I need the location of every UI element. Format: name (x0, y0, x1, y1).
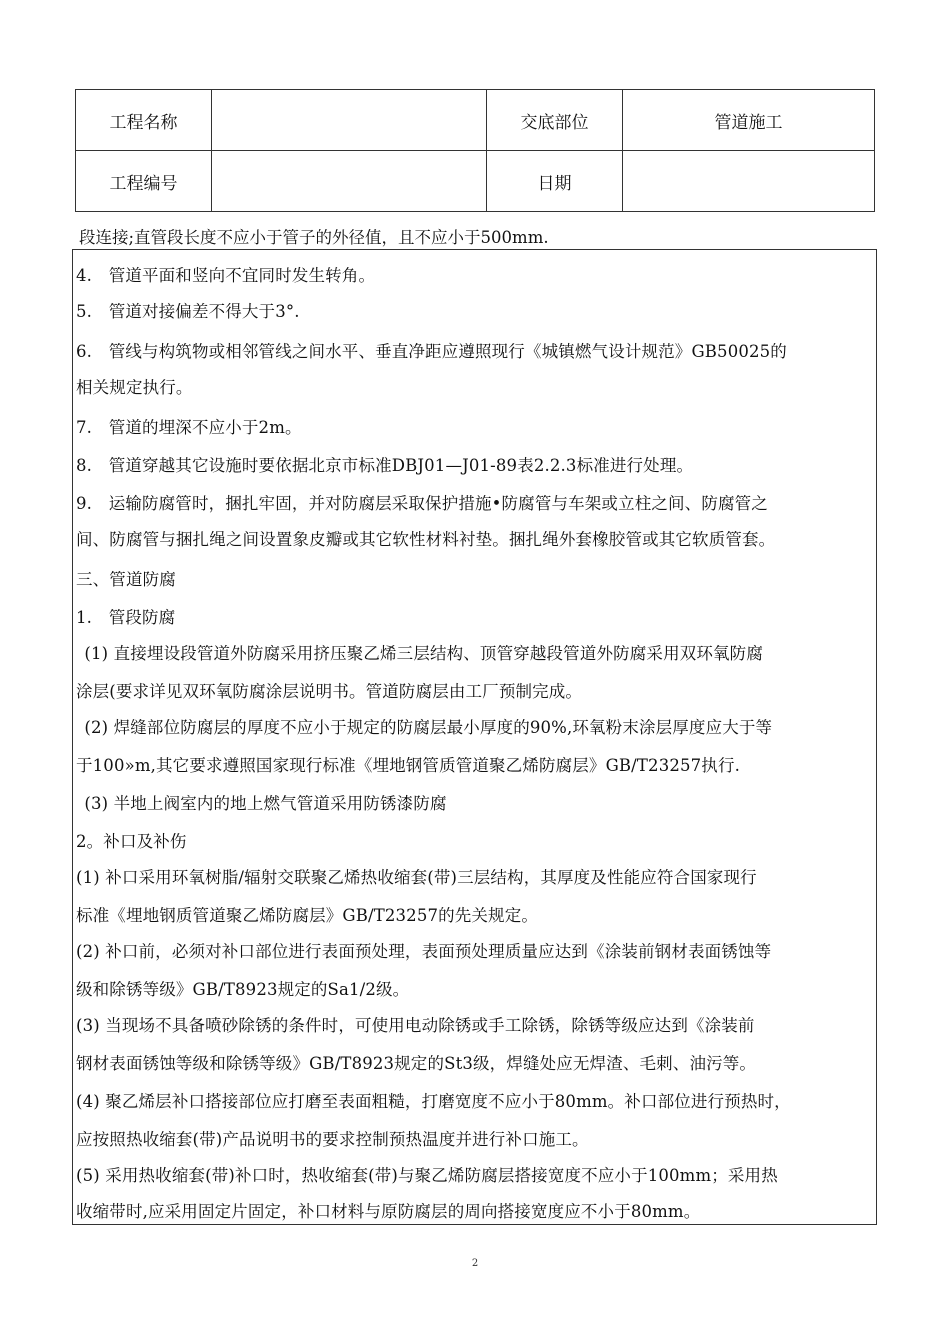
text-line: 间、防腐管与捆扎绳之间设置象皮瓣或其它软性材料衬垫。捆扎绳外套橡胶管或其它软质管套。 (76, 530, 776, 549)
text-line: (2) 补口前，必须对补口部位进行表面预处理，表面预处理质量应达到《涂装前钢材表面锈蚀等 (76, 942, 772, 961)
text-line: 9. 运输防腐管时，捆扎牢固，并对防腐层采取保护措施•防腐管与车架或立柱之间、防腐管之 (76, 494, 768, 513)
text-line: 相关规定执行。 (76, 378, 193, 397)
project-name-label: 工程名称 (76, 90, 212, 151)
text-line: (3) 当现场不具备喷砂除锈的条件时，可使用电动除锈或手工除锈，除锈等级应达到《涂装前 (76, 1016, 755, 1035)
text-line: 2。补口及补伤 (76, 832, 187, 851)
text-line: (3) 半地上阀室内的地上燃气管道采用防锈漆防腐 (76, 794, 447, 813)
date-value (623, 151, 875, 212)
text-line: (1) 直接埋设段管道外防腐采用挤压聚乙烯三层结构、顶管穿越段管道外防腐采用双环氧防腐 (76, 644, 763, 663)
project-no-label: 工程编号 (76, 151, 212, 212)
disclosure-value: 管道施工 (623, 90, 875, 151)
page-number: 2 (471, 1258, 479, 1269)
text-line: (2) 焊缝部位防腐层的厚度不应小于规定的防腐层最小厚度的90%,环氧粉末涂层厚度应大于等 (76, 718, 773, 737)
text-line: 1. 管段防腐 (76, 608, 176, 627)
date-label: 日期 (487, 151, 623, 212)
text-line: (5) 采用热收缩套(带)补口时，热收缩套(带)与聚乙烯防腐层搭接宽度不应小于100mm；采用热 (76, 1166, 778, 1185)
text-line: 于100»m,其它要求遵照国家现行标准《埋地钢管质管道聚乙烯防腐层》GB/T23257执行. (76, 756, 740, 775)
disclosure-label: 交底部位 (487, 90, 623, 151)
text-line: 4. 管道平面和竖向不宜同时发生转角。 (76, 266, 376, 285)
content-box (72, 249, 877, 1225)
text-line: 6. 管线与构筑物或相邻管线之间水平、垂直净距应遵照现行《城镇燃气设计规范》GB50025的 (76, 342, 787, 361)
header-row-2 (76, 151, 875, 212)
text-line: 8. 管道穿越其它设施时要依据北京市标准DBJ01—J01-89表2.2.3标准进行处理。 (76, 456, 694, 475)
project-name-value (212, 90, 487, 151)
text-line: 钢材表面锈蚀等级和除锈等级》GB/T8923规定的St3级，焊缝处应无焊渣、毛刺、油污等。 (76, 1054, 757, 1073)
section-heading: 三、管道防腐 (76, 570, 176, 589)
text-line: (4) 聚乙烯层补口搭接部位应打磨至表面粗糙，打磨宽度不应小于80mm。补口部位进行预热时， (76, 1092, 791, 1111)
text-line: 收缩带时,应采用固定片固定，补口材料与原防腐层的周向搭接宽度应不小于80mm。 (76, 1202, 701, 1221)
text-line: 级和除锈等级》GB/T8923规定的Sa1/2级。 (76, 980, 410, 999)
project-no-value (212, 151, 487, 212)
text-line: 7. 管道的埋深不应小于2m。 (76, 418, 302, 437)
header-table (75, 89, 875, 212)
text-line: 5. 管道对接偏差不得大于3°. (76, 302, 300, 321)
text-line: 标准《埋地钢质管道聚乙烯防腐层》GB/T23257的先关规定。 (76, 906, 539, 925)
text-line: 涂层(要求详见双环氧防腐涂层说明书。管道防腐层由工厂预制完成。 (76, 682, 583, 701)
continued-paragraph: 段连接;直管段长度不应小于管子的外径值，且不应小于500mm. (79, 228, 549, 247)
header-row-1 (76, 90, 875, 151)
text-line: 应按照热收缩套(带)产品说明书的要求控制预热温度并进行补口施工。 (76, 1130, 589, 1149)
text-line: (1) 补口采用环氧树脂/辐射交联聚乙烯热收缩套(带)三层结构，其厚度及性能应符合国家现行 (76, 868, 757, 887)
